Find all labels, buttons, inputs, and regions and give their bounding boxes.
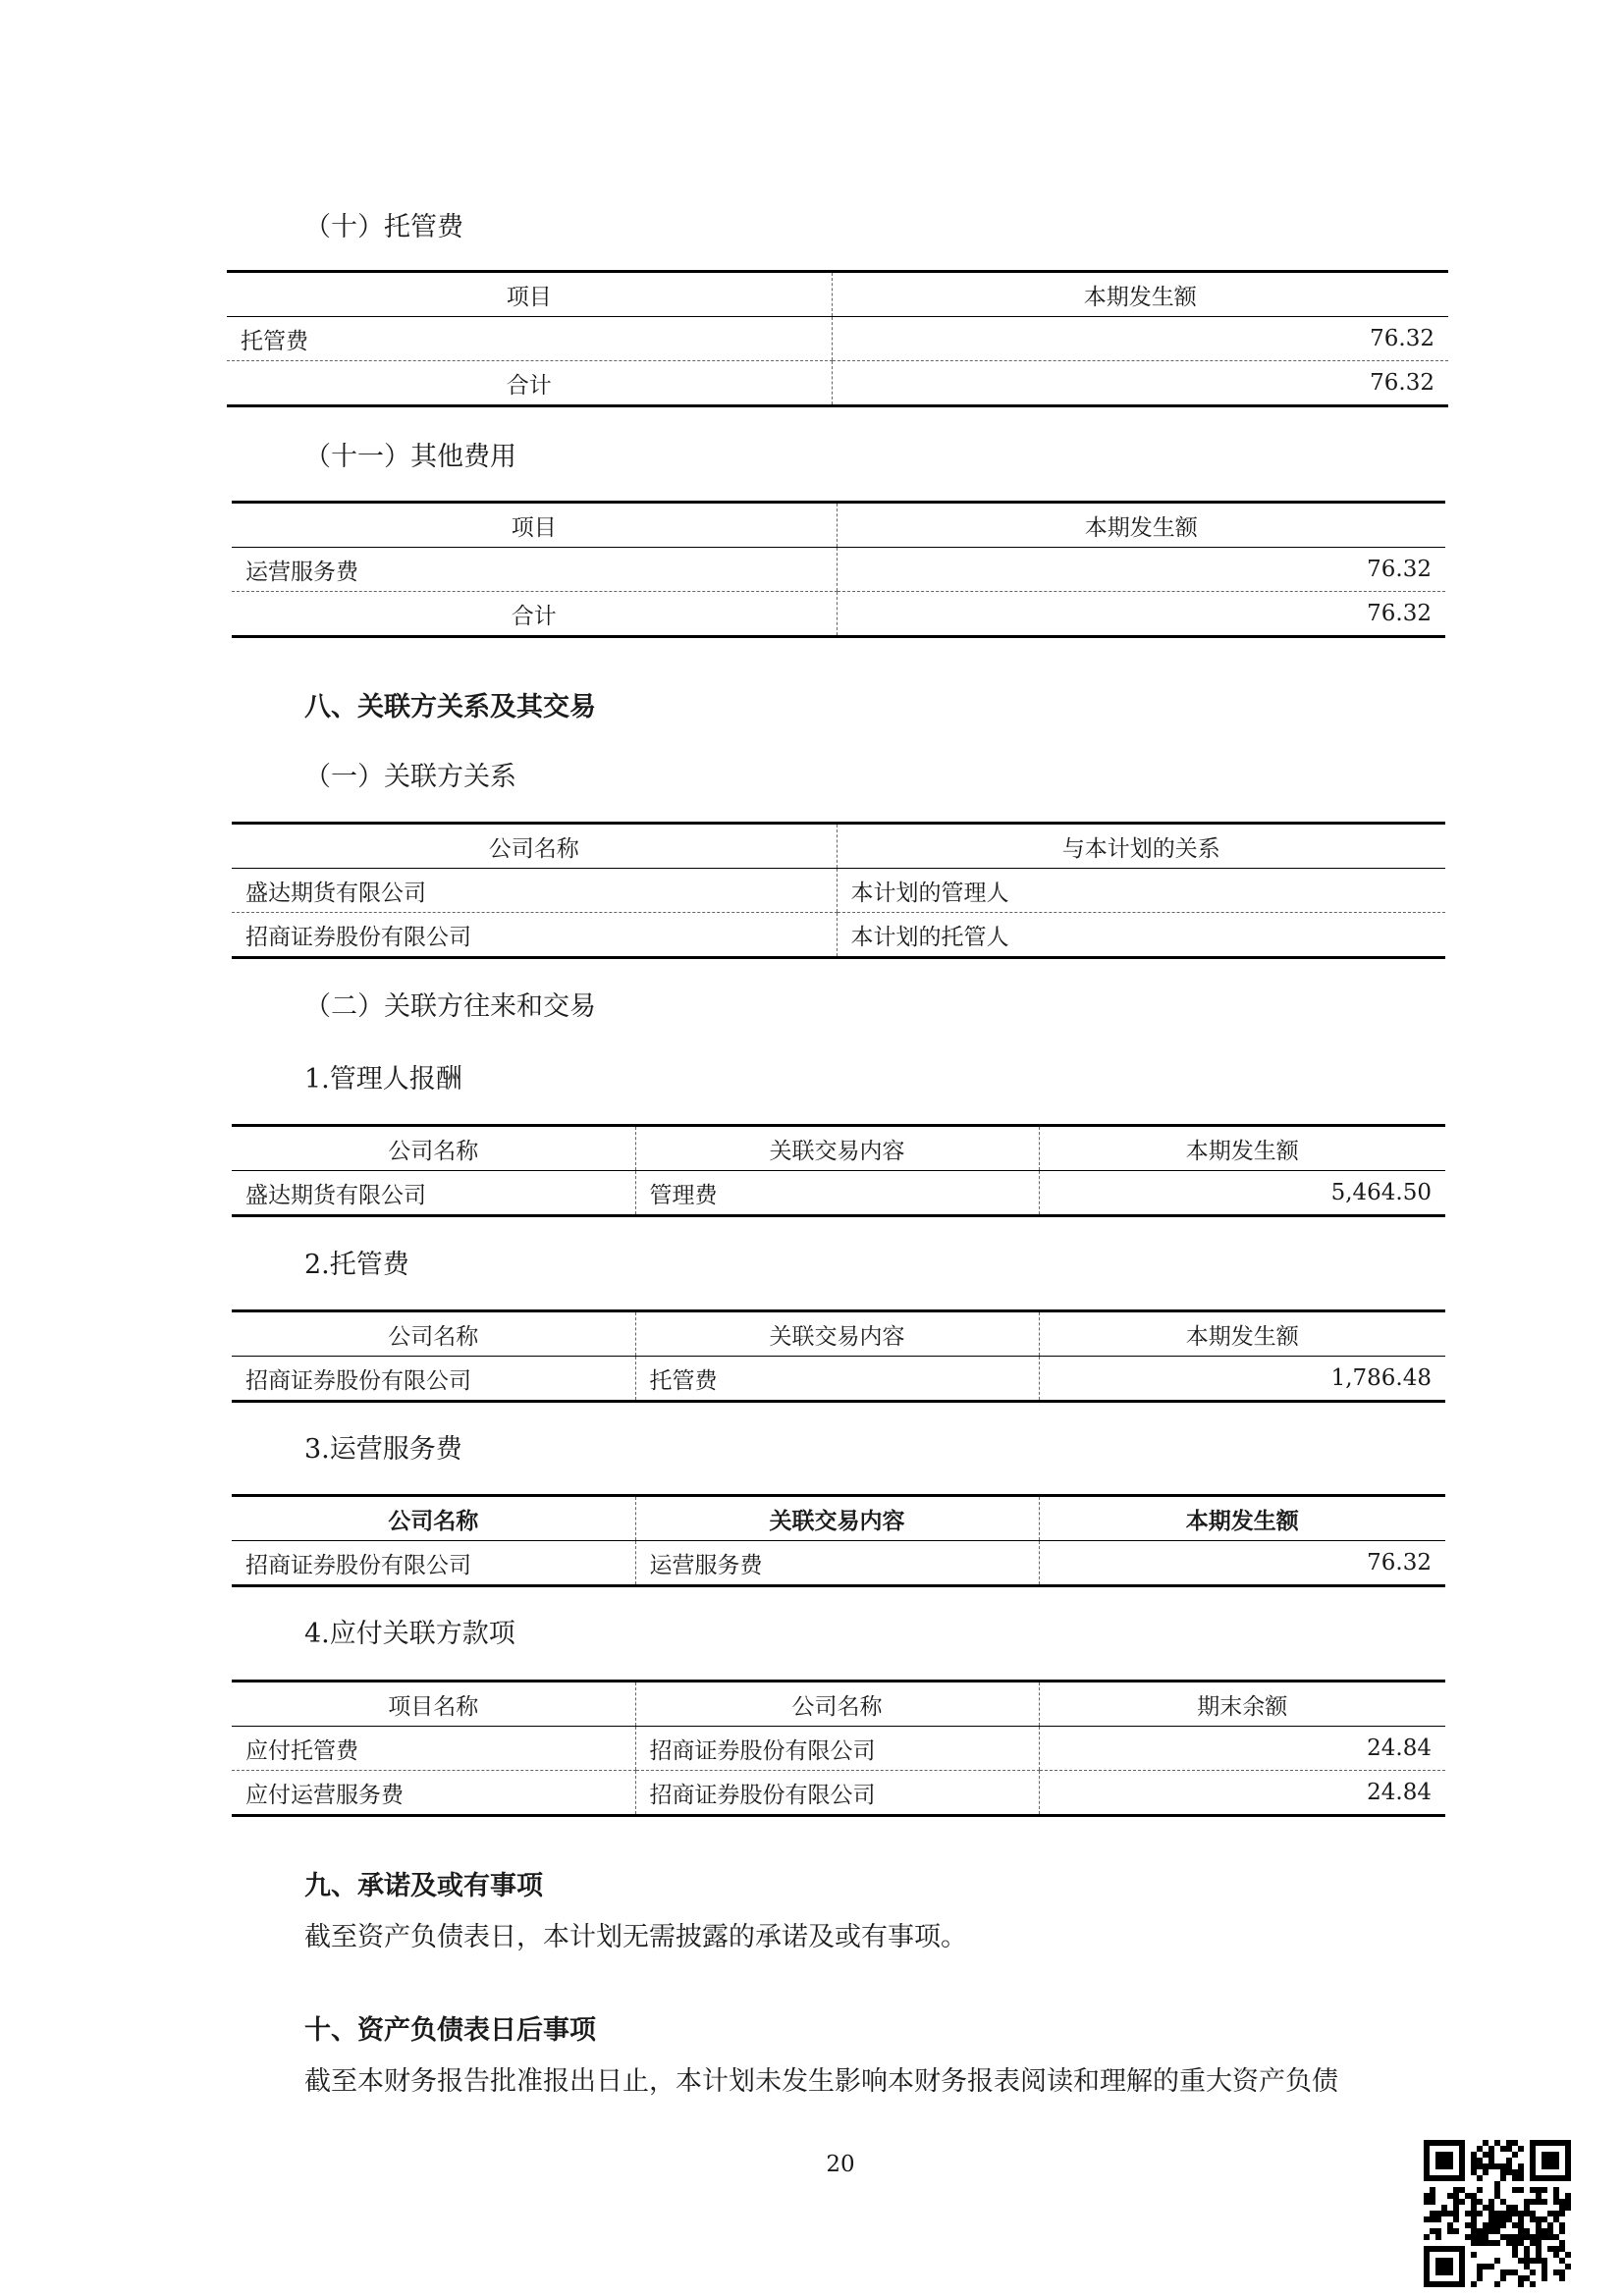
- column-header: 本期发生额: [1039, 1311, 1445, 1357]
- column-header: 本期发生额: [1039, 1496, 1445, 1541]
- table-header-row: [232, 1311, 1445, 1357]
- relations-table: [232, 822, 1445, 959]
- cell: 盛达期货有限公司: [245, 1182, 426, 1208]
- cell: 本计划的管理人: [837, 869, 1445, 913]
- table-header-row: [232, 503, 1445, 548]
- table-header-row: [227, 272, 1448, 317]
- table-row: [232, 1727, 1445, 1771]
- post-events-paragraph: 截至本财务报告批准报出日止，本计划未发生影响本财务报表阅读和理解的重大资产负债: [304, 2066, 1338, 2097]
- subsection-title-ops-fee: 3.运营服务费: [304, 1434, 462, 1465]
- cell: 合计: [506, 372, 552, 399]
- section-title-post-events: 十、资产负债表日后事项: [304, 2015, 596, 2046]
- column-header: 本期发生额: [832, 272, 1448, 317]
- column-header: 项目: [232, 503, 837, 548]
- cell: 1,786.48: [1039, 1357, 1445, 1402]
- column-header: 项目名称: [232, 1682, 635, 1727]
- other-fees-table: [232, 501, 1445, 638]
- cell: 招商证券股份有限公司: [245, 1367, 471, 1394]
- cell: 76.32: [1039, 1541, 1445, 1586]
- column-header: 公司名称: [232, 1496, 635, 1541]
- cell: 76.32: [837, 592, 1445, 637]
- total-row: [232, 592, 1445, 637]
- cell: 运营服务费: [635, 1541, 1039, 1586]
- commitments-paragraph: 截至资产负债表日，本计划无需披露的承诺及或有事项。: [304, 1922, 967, 1952]
- custody-table: [232, 1309, 1445, 1403]
- column-header: 期末余额: [1039, 1682, 1445, 1727]
- table-header-row: [232, 1126, 1445, 1171]
- cell: 招商证券股份有限公司: [635, 1771, 1039, 1816]
- cell: 管理费: [635, 1171, 1039, 1216]
- column-header: 与本计划的关系: [837, 824, 1445, 869]
- ops-fee-table: [232, 1494, 1445, 1587]
- table-header-row: [232, 1496, 1445, 1541]
- cell: 合计: [511, 603, 557, 629]
- column-header: 本期发生额: [837, 503, 1445, 548]
- cell: 5,464.50: [1039, 1171, 1445, 1216]
- cell: 76.32: [832, 361, 1448, 406]
- cell: 76.32: [832, 317, 1448, 361]
- section-title-related-parties: 八、关联方关系及其交易: [304, 692, 596, 722]
- cell: 24.84: [1039, 1727, 1445, 1771]
- column-header: 关联交易内容: [635, 1496, 1039, 1541]
- cell: 24.84: [1039, 1771, 1445, 1816]
- cell: 76.32: [837, 548, 1445, 592]
- subsection-title-custody: 2.托管费: [304, 1250, 409, 1280]
- table-row: [232, 548, 1445, 592]
- cell: 招商证券股份有限公司: [635, 1727, 1039, 1771]
- subsection-title-manager-fee: 1.管理人报酬: [304, 1064, 462, 1095]
- column-header: 关联交易内容: [635, 1126, 1039, 1171]
- cell: 托管费: [635, 1357, 1039, 1402]
- cell: 应付托管费: [232, 1727, 635, 1771]
- section-title-custody-fee: （十）托管费: [304, 212, 463, 242]
- manager-fee-table: [232, 1124, 1445, 1217]
- column-header: 公司名称: [232, 1126, 635, 1171]
- cell: 招商证券股份有限公司: [245, 924, 471, 950]
- column-header: 公司名称: [232, 824, 837, 869]
- column-header: 本期发生额: [1039, 1126, 1445, 1171]
- column-header: 公司名称: [635, 1682, 1039, 1727]
- custody-fee-table: [227, 270, 1448, 407]
- column-header: 关联交易内容: [635, 1311, 1039, 1357]
- table-row: [232, 869, 1445, 913]
- cell: 应付运营服务费: [245, 1782, 404, 1808]
- section-title-commitments: 九、承诺及或有事项: [304, 1871, 543, 1901]
- subsection-title-payables: 4.应付关联方款项: [304, 1619, 515, 1649]
- table-row: [227, 317, 1448, 361]
- total-row: [227, 361, 1448, 406]
- cell: 运营服务费: [232, 548, 837, 592]
- column-header: 公司名称: [232, 1311, 635, 1357]
- table-row: [232, 1357, 1445, 1402]
- table-row: [232, 913, 1445, 958]
- table-header-row: [232, 824, 1445, 869]
- column-header: 项目: [227, 272, 832, 317]
- subsection-title-transactions: （二）关联方往来和交易: [304, 991, 596, 1022]
- table-row: [232, 1541, 1445, 1586]
- table-row: [232, 1171, 1445, 1216]
- subsection-title-relations: （一）关联方关系: [304, 762, 516, 792]
- cell: 招商证券股份有限公司: [245, 1552, 471, 1578]
- page-number: 20: [826, 2152, 855, 2177]
- table-row: [232, 1771, 1445, 1816]
- qr-code-icon: [1424, 2140, 1571, 2287]
- table-header-row: [232, 1682, 1445, 1727]
- section-title-other-fees: （十一）其他费用: [304, 442, 516, 472]
- payables-table: [232, 1680, 1445, 1817]
- cell: 本计划的托管人: [837, 913, 1445, 958]
- cell: 盛达期货有限公司: [232, 869, 837, 913]
- cell: 托管费: [227, 317, 832, 361]
